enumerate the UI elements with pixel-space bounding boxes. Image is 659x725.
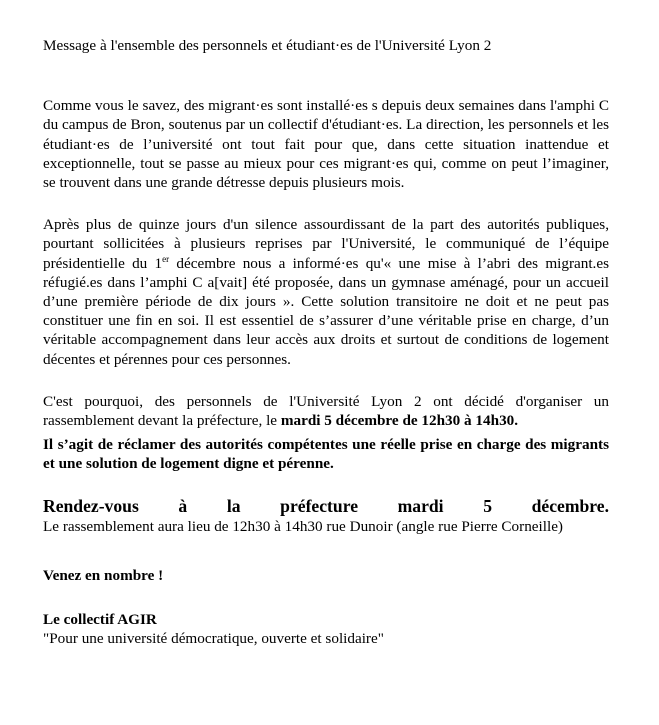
announcement-date: mardi 5 décembre de 12h30 à 14h30. (280, 412, 519, 430)
paragraph-context (43, 215, 609, 369)
paragraph-announcement (43, 392, 609, 430)
slogan: "Pour une université démocratique, ouverte et solidaire" (43, 630, 384, 648)
message-page (43, 36, 609, 648)
announcement-text: C'est pourquoi, des personnels de l'Université Lyon 2 ont décidé d'organiser un rassemblement devant la préfecture, le (43, 392, 609, 430)
call-to-action: Venez en nombre ! (43, 566, 164, 584)
paragraph-demand: Il s’agit de réclamer des autorités compétentes une réelle prise en charge des migrants et une solution de logement digne et pérenne. (43, 436, 609, 473)
paragraph-context-start: Après plus de quinze jours d'un silence assourdissant de la part des autorités publiques, pourtant sollicitées à plusieurs reprises par l'Université, le communiqué de l’équipe présidentielle du 1 (43, 216, 609, 272)
message-title: Message à l'ensemble des personnels et étudiant·es de l'Université Lyon 2 (43, 37, 492, 54)
rendezvous-details: Le rassemblement aura lieu de 12h30 à 14h30 rue Dunoir (angle rue Pierre Corneille) (43, 517, 563, 535)
rendezvous-heading: Rendez-vous à la préfecture mardi 5 décembre. (43, 495, 609, 516)
paragraph-intro: Comme vous le savez, des migrant·es sont installé·es s depuis deux semaines dans l'amphi C du campus de Bron, soutenus par un collectif d'étudiant·es. La direction, les personnels et les étudiant·es de l’université ont tout fait pour que, dans cette situation inattendue et exceptionnelle, tout se passe au mieux pour ces migrant·es qui, comme on peut l’imaginer, se trouvent dans une grande détresse depuis plusieurs mois. (43, 97, 609, 192)
paragraph-context-end: décembre nous a informé·es qu'« une mise à l’abri des migrant.es réfugié.es dans l’amphi C a[vait] été proposée, dans un gymnase aménagé, pour un accueil d’une première période de dix jours ». Cette solution transitoire ne doit et ne peut pas constituer une fin en soi. Il est essentiel de s’assurer d’une véritable prise en charge, d’un véritable accompagnement dans leur accès aux droits et surtout de conditions de logement décentes et pérennes pour ces personnes. (43, 254, 610, 368)
ordinal-superscript: er (162, 253, 170, 264)
signature: Le collectif AGIR (43, 611, 157, 629)
